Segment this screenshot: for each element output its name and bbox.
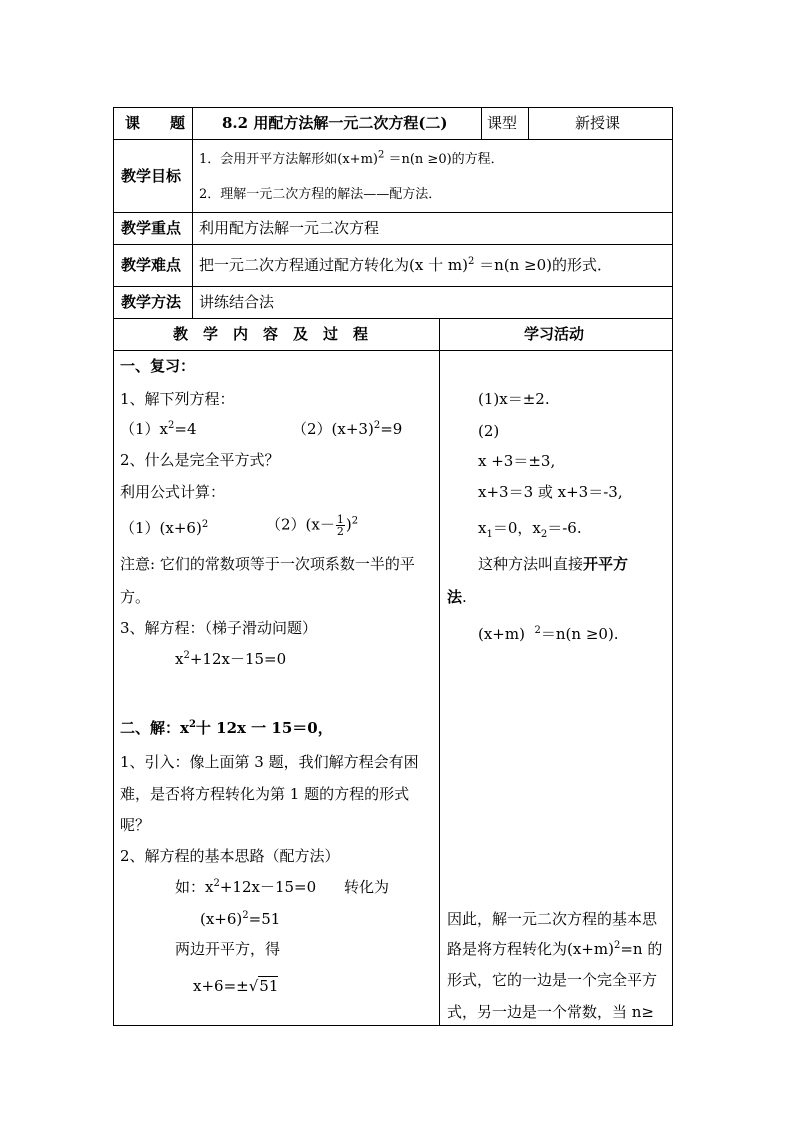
type-label-divider-left [481, 107, 482, 139]
lesson-title: 8.2 用配方法解一元二次方程(二) [222, 114, 448, 132]
basic-idea-heading: 2、解方程的基本思路（配方法） [120, 847, 340, 865]
direct-sqrt-line-2: 法. [447, 588, 467, 606]
row-divider-3 [113, 244, 673, 245]
one-half-fraction: $\frac{1}{2}$ [336, 513, 344, 538]
formula-calc-label: 利用公式计算： [120, 483, 226, 501]
key-point-label: 教学重点 [121, 219, 182, 237]
intro-line-2: 难，是否将方程转化为第 1 题的方程的形式 [120, 785, 410, 803]
review-title: 一、复习： [120, 357, 196, 375]
ladder-equation: $x^2+12x-15=0$ [175, 650, 287, 668]
row-divider-2 [113, 212, 673, 213]
row-divider-6 [113, 350, 673, 351]
method-text: 讲练结合法 [199, 293, 275, 311]
section-2-title: 二、解：$x^2$十 12x 一 15＝0， [120, 719, 333, 737]
sqrt-radicand: 51 [259, 977, 279, 995]
conclusion-line-4: 式，另一边是一个常数，当 n≥ [447, 1003, 654, 1021]
topic-label: 课 题 [125, 114, 186, 132]
root-equation: x+6=±√51 [193, 977, 279, 995]
answer-line-5: $x_1=0$，$x_2=-6$. [478, 519, 582, 540]
calc-eq-2: （2）(x－ $\frac{1}{2}$ )$^2$ [266, 513, 359, 538]
square-root-both-sides: 两边开平方，得 [175, 940, 281, 958]
conclusion-line-3: 形式，它的一边是一个完全平方 [447, 971, 658, 989]
answer-line-3: x +3＝±3, [478, 452, 556, 470]
conclusion-line-1: 因此，解一元二次方程的基本思 [447, 910, 658, 928]
goal-item-1: 1．会用开平方法解形如$(x+m)^2 =n(n \ge 0)$的方程． [199, 149, 504, 167]
lesson-type-label: 课型 [487, 114, 518, 132]
goals-label: 教学目标 [121, 167, 182, 185]
content-column-divider [439, 318, 440, 1026]
review-eq-2: $(2)(x+3)^2=9$ [292, 420, 403, 438]
row-divider-4 [113, 286, 673, 287]
convert-to-label: 转化为 [344, 878, 390, 896]
review-eq-1: $(1)x^2=4$ [120, 420, 197, 438]
difficulty-text: 把一元二次方程通过配方转化为(x 十 m)$^2$ ＝n(n ≥0)的形式． [199, 256, 612, 274]
row-divider-5 [113, 318, 673, 319]
label-column-divider [192, 107, 193, 318]
calc-eq-1: $(1)(x+6)^2$ [120, 519, 209, 537]
review-item-2: 2、什么是完全平方式？ [120, 451, 280, 469]
table-border-top [113, 107, 673, 108]
review-item-3: 3、解方程：（梯子滑动问题） [120, 619, 318, 637]
method-label: 教学方法 [121, 293, 182, 311]
answer-line-2: (2) [478, 422, 500, 440]
key-point-text: 利用配方法解一元二次方程 [199, 219, 380, 237]
review-item-1: 1、解下列方程： [120, 390, 235, 408]
converted-equation: $(x+6)^2=51$ [200, 910, 281, 928]
row-divider-1 [113, 139, 673, 140]
answer-line-1: (1)x＝±2. [478, 390, 550, 408]
example-equation: 如：$x^2+12x-15=0$ [175, 878, 317, 896]
conclusion-line-2: 路是将方程转化为$(x+m)^2=n$ 的 [447, 940, 663, 958]
difficulty-label: 教学难点 [121, 256, 182, 274]
left-column-header: 教 学 内 容 及 过 程 [173, 325, 369, 343]
type-label-divider-right [528, 107, 529, 139]
direct-sqrt-line-1: 这种方法叫直接开平方 [478, 555, 629, 573]
note-line-2: 方。 [120, 588, 151, 606]
table-border-left [113, 107, 114, 1026]
table-border-right [672, 107, 673, 1026]
goal-item-2: 2．理解一元二次方程的解法——配方法． [199, 187, 442, 202]
general-form: (x+m) $^2$＝n(n ≥0). [478, 625, 619, 643]
intro-line-3: 呢？ [120, 816, 151, 834]
lesson-type-value: 新授课 [575, 114, 621, 132]
right-column-header: 学习活动 [524, 325, 585, 343]
answer-line-4: x+3＝3 或 x+3＝-3, [478, 483, 623, 501]
note-line-1: 注意: 它们的常数项等于一次项系数一半的平 [120, 555, 415, 573]
intro-line-1: 1、引入：像上面第 3 题，我们解方程会有困 [120, 753, 419, 771]
table-border-bottom [113, 1025, 673, 1026]
